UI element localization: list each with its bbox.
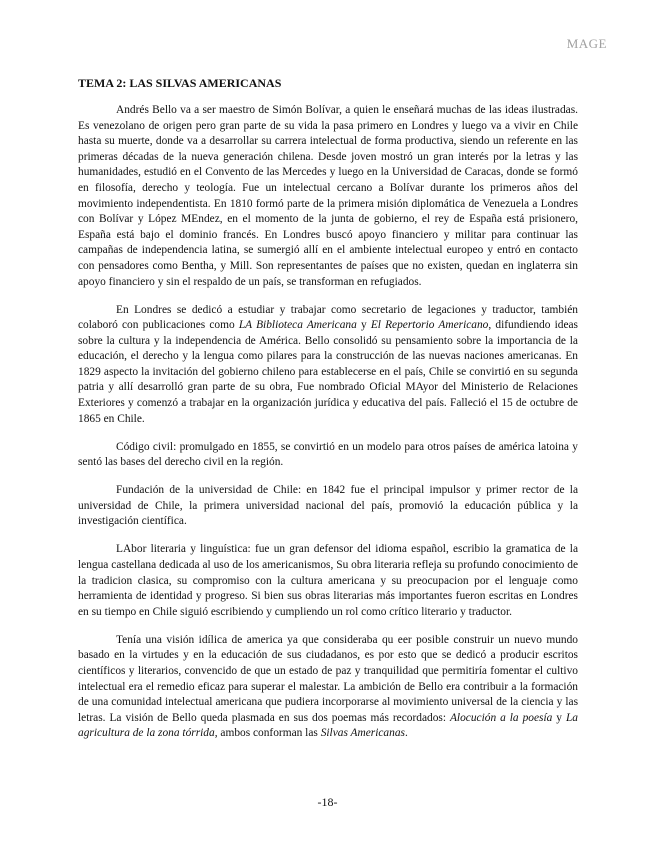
paragraph-2-italic-2: El Repertorio Americano [370,319,489,332]
paragraph-6-italic-1: Alocución a la poesía [449,711,553,724]
paragraph-1: Andrés Bello va a ser maestro de Simón Bolívar, a quien le enseñará muchas de las ideas ilustradas. Es venezolano de origen pero gran parte de su vida la pasa primero en Londres y luego va a vivir en Chile hasta su muerte, donde va a desarrollar su carrera intelectual de forma productiva, siendo un referente en las primeras décadas de la nueva generación chilena. Desde joven mostró un gran interés por la letras y las humanidades, estudió en el Convento de las Mercedes y luego en la Universidad de Caracas, donde se formó en filosofía, derecho y teología. Fue un intelectual cercano a Bolívar durante los primeros años del movimiento independentista. En 1810 formó parte de la primera misión diplomática de Venezuela a Londres con Bolívar y López MEndez, en el momento de la junta de gobierno, el rey de España está prisionero, España está bajo el dominio francés. En Londres buscó apoyo financiero y militar para continuar las campañas de independencia latina, se sumergió allí en el ambiente intelectual europeo y entró en contacto con pensadores como Bentha, y Mill. Son representantes de países que no existen, quedan en inglaterra sin apoyo financiero y sin el respaldo de un país, se transforman en refugiados. [78,104,578,288]
paragraph-6-text-c: , ambos conforman las [214,727,321,740]
page-number: -18- [317,795,338,809]
paragraph-6-italic-2: La agricultura de la zona tórrida [78,711,578,740]
paragraph-6-text-b: y [552,711,566,724]
paragraph-5: LAbor literaria y linguística: fue un gran defensor del idioma español, escribio la gramatica de la lengua castellana dedicada al uso de los americanismos, Su obra literaria refleja su profundo conocimiento de la tradicion clasica, su compromiso con la cultura americana y su preocupacion por el lenguaje como herramienta de identidad y progreso. Si bien sus obras literarias más importantes fueron escritas en Londres en su tiempo en Chile siguió escribiendo y cumpliendo un rol como crítico literario y traductor. [78,543,578,618]
paragraph-6-text-d: . [404,727,408,740]
paragraph-4: Fundación de la universidad de Chile: en 1842 fue el principal impulsor y primer rector de la universidad de Chile, la primera universidad nacional del país, promovió la educación pública y la investigación científica. [78,484,578,528]
paragraph-6 [78,633,578,742]
page-title: TEMA 2: LAS SILVAS AMERICANAS [78,76,282,90]
paragraph-2-text-b: y [356,319,371,332]
paragraph-2-text-a: En Londres se dedicó a estudiar y trabajar como secretario de legaciones y traductor, también colaboró con publicaciones como [78,303,578,332]
paragraph-3: Código civil: promulgado en 1855, se convirtió en un modelo para otros países de américa latoina y sentó las bases del derecho civil en la región. [78,440,578,469]
paragraph-2-italic-1: LA Biblioteca Americana [238,319,357,332]
header-label: MAGE [566,36,607,51]
paragraph-2 [78,303,578,428]
paragraph-6-italic-3: Silvas Americanas [320,727,405,740]
paragraph-2-text-c: , difundiendo ideas sobre la cultura y la independencia de América. Bello consolidó su pensamiento sobre la importancia de la educación, el derecho y la lengua como pilares para la construcción de las nuevas naciones americanas. En 1829 aspecto la invitación del gobierno chileno para establecerse en el país, Chile se convirtió en su segunda patria y allí desarrolló gran parte de su obra, Fue nombrado Oficial MAyor del Ministerio de Relaciones Exteriores y comenzó a trabajar en la organización jurídica y educativa del país. Falleció el 15 de octubre de 1865 en Chile. [78,319,578,425]
paragraph-6-text-a: Tenía una visión idílica de america ya que consideraba qu eer posible construir un nuevo mundo basado en la virtudes y en la educación de sus ciudadanos, es por esto que se dedicó a producir escritos científicos y literarios, convencido de que un estado de paz y tranquilidad que permitiría fomentar el cultivo intelectual era el remedio eficaz para superar el malestar. La ambición de Bello era contribuir a la formación de una comunidad intelectual americana que pudiera incorporarse al movimiento universal de la ciencia y las letras. La visión de Bello queda plasmada en sus dos poemas más recordados: [78,633,578,724]
document-body [78,76,578,754]
